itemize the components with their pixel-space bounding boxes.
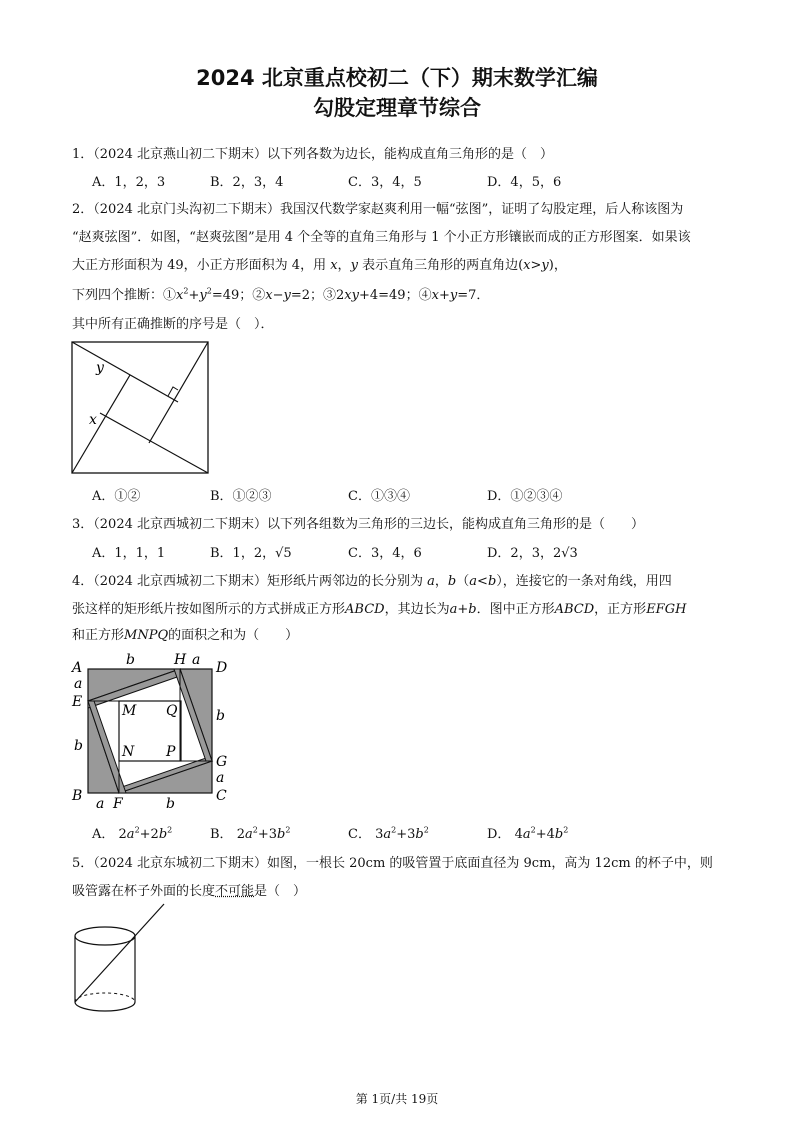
q4-option-a: A． $2a^2+2b^2$ bbox=[92, 825, 173, 842]
svg-text:a: a bbox=[192, 652, 201, 668]
q2-line1: 2．（2024 北京门头沟初二下期末）我国汉代数学家赵爽利用一幅“弦图”，证明了勾股定理，后人称该图为 bbox=[72, 202, 684, 217]
q2-line2: “赵爽弦图”．如图，“赵爽弦图”是用 4 个全等的直角三角形与 1 个小正方形镶嵌而成的正方形图案．如果该 bbox=[72, 230, 691, 245]
q4-option-b: B． $2a^2+3b^2$ bbox=[210, 825, 291, 842]
q4-option-d: D． $4a^2+4b^2$ bbox=[487, 825, 569, 842]
q3-option-c: C．3，4，6 bbox=[348, 546, 422, 561]
q4-line3: 和正方形MNPQ的面积之和为（ ） bbox=[72, 628, 299, 643]
q2-option-d: D．①②③④ bbox=[487, 489, 563, 504]
q4-line1: 4．（2024 北京西城初二下期末）矩形纸片两邻边的长分别为 a，b（a<b），连接它的一条对角线，用四 bbox=[72, 574, 672, 589]
svg-text:b: b bbox=[216, 708, 225, 724]
q5-line1: 5．（2024 北京东城初二下期末）如图，一根长 20cm 的吸管置于底面直径为 9cm，高为 12cm 的杯子中，则 bbox=[72, 856, 713, 871]
q2-option-b: B．①②③ bbox=[210, 489, 272, 504]
q2-option-a: A．①② bbox=[92, 489, 141, 504]
q3-option-a: A．1，1，1 bbox=[92, 546, 166, 561]
q1-option-b: B．2，3，4 bbox=[210, 175, 284, 190]
q3-stem: 3．（2024 北京西城初二下期末）以下列各组数为三角形的三边长，能构成直角三角形的是（ ） bbox=[72, 517, 644, 532]
svg-text:B: B bbox=[72, 788, 83, 804]
svg-text:b: b bbox=[74, 738, 83, 754]
svg-text:N: N bbox=[122, 744, 135, 760]
q2-option-c: C．①③④ bbox=[348, 489, 410, 504]
svg-text:a: a bbox=[96, 796, 105, 812]
svg-text:E: E bbox=[72, 694, 83, 710]
svg-text:F: F bbox=[113, 796, 123, 812]
svg-text:b: b bbox=[126, 652, 135, 668]
document-title: 2024 北京重点校初二（下）期末数学汇编 bbox=[196, 66, 598, 90]
q1-option-d: D．4，5，6 bbox=[487, 175, 562, 190]
q5-line2: 吸管露在杯子外面的长度不可能是（ ） bbox=[72, 884, 307, 899]
svg-text:a: a bbox=[74, 676, 83, 692]
zhao-shuang-figure bbox=[70, 340, 210, 475]
svg-text:D: D bbox=[216, 660, 228, 676]
label-y: y bbox=[96, 360, 104, 376]
document-subtitle: 勾股定理章节综合 bbox=[313, 96, 481, 120]
svg-text:C: C bbox=[216, 788, 227, 804]
q3-option-d: D．2，3，2√3 bbox=[487, 546, 578, 561]
svg-text:A: A bbox=[72, 660, 83, 676]
svg-text:b: b bbox=[166, 796, 175, 812]
q2-line4: 下列四个推断：$①x^2+y^2=49$；②x−y=2；③2xy+4=49；④x+y=7． bbox=[72, 286, 490, 303]
q1-option-c: C．3，4，5 bbox=[348, 175, 422, 190]
svg-text:Q: Q bbox=[166, 703, 178, 719]
svg-text:G: G bbox=[216, 754, 228, 770]
cup-straw-figure bbox=[68, 900, 178, 1020]
label-x: x bbox=[89, 412, 97, 428]
q2-line3: 大正方形面积为 49，小正方形面积为 4，用 x，y 表示直角三角形的两直角边(x>y)， bbox=[72, 258, 567, 273]
q3-option-b: B．1，2，√5 bbox=[210, 546, 292, 561]
q2-line5: 其中所有正确推断的序号是（ ）． bbox=[72, 317, 274, 332]
svg-text:M: M bbox=[122, 703, 137, 719]
q4-line2: 张这样的矩形纸片按如图所示的方式拼成正方形ABCD，其边长为a+b．图中正方形ABCD，正方形EFGH bbox=[72, 602, 687, 617]
q4-square-figure bbox=[66, 648, 236, 814]
svg-text:P: P bbox=[166, 744, 176, 760]
svg-text:a: a bbox=[216, 770, 225, 786]
page-footer: 第 1页/共 19页 bbox=[355, 1092, 439, 1106]
q1-stem: 1．（2024 北京燕山初二下期末）以下列各数为边长，能构成直角三角形的是（ ） bbox=[72, 147, 553, 162]
q1-option-a: A．1，2，3 bbox=[92, 175, 166, 190]
q4-option-c: C． $3a^2+3b^2$ bbox=[348, 825, 429, 842]
svg-text:H: H bbox=[174, 652, 187, 668]
